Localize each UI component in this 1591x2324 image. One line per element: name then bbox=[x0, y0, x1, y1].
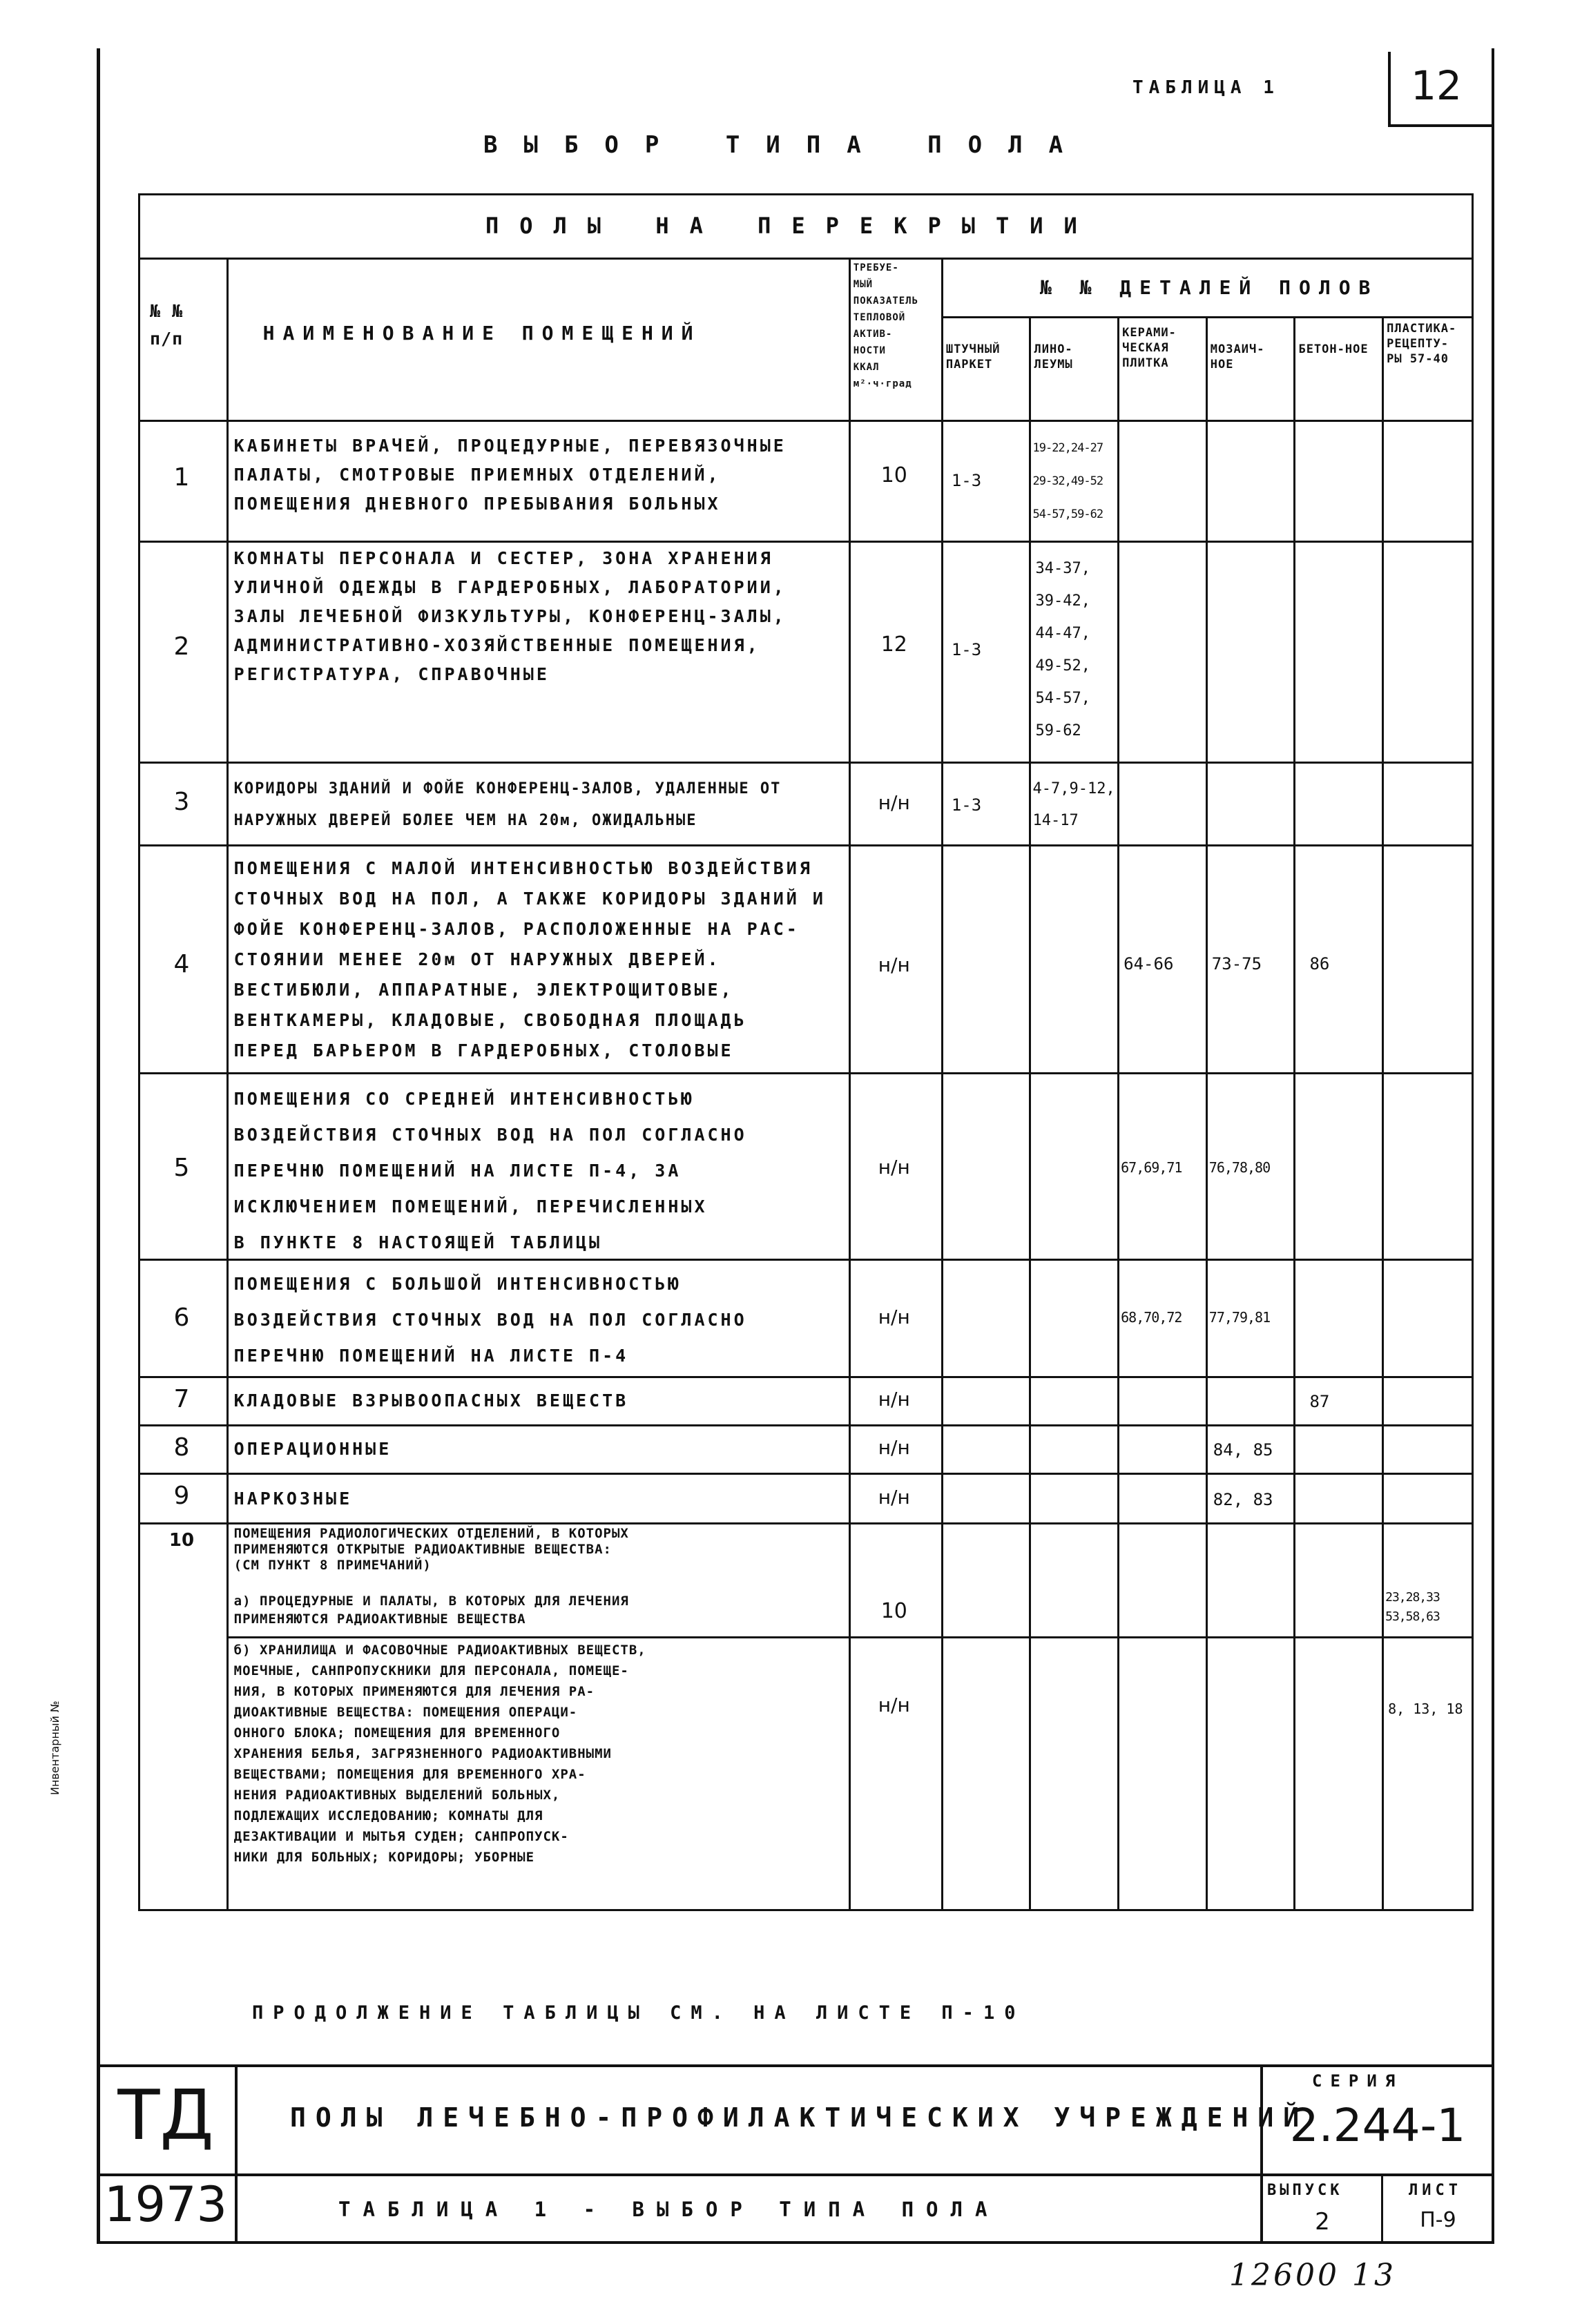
stamp-vline-3 bbox=[1381, 2173, 1383, 2243]
table-label: ТАБЛИЦА 1 bbox=[1132, 77, 1280, 98]
header-details-group: № № ДЕТАЛЕЙ ПОЛОВ bbox=[942, 259, 1472, 318]
stamp-main-title: ПОЛЫ ЛЕЧЕБНО-ПРОФИЛАКТИЧЕСКИХ УЧРЕЖДЕНИЙ bbox=[290, 2102, 1309, 2133]
header-plastic: ПЛАСТИКА-РЕЦЕПТУ-РЫ 57-40 bbox=[1383, 318, 1473, 421]
stamp-vline-2 bbox=[1260, 2064, 1263, 2244]
header-name: НАИМЕНОВАНИЕ ПОМЕЩЕНИЙ bbox=[227, 259, 849, 421]
section-title: ПОЛЫ НА ПЕРЕКРЫТИИ bbox=[485, 213, 1098, 239]
frame-left bbox=[97, 48, 100, 2244]
floor-selection-table bbox=[138, 193, 1474, 1911]
table-row: 5 ПОМЕЩЕНИЯ СО СРЕДНЕЙ ИНТЕНСИВНОСТЬЮ ВОЗДЕЙСТВИЯ СТОЧНЫХ ВОД НА ПОЛ СОГЛАСНО ПЕРЕЧНЮ ПОМЕЩЕНИЙ НА ЛИСТЕ П-4, ЗА ИСКЛЮЧЕНИЕМ ПОМЕЩЕНИЙ, ПЕРЕЧИСЛЕННЫХ В ПУНКТЕ 8 НАСТОЯЩЕЙ ТАБЛИЦЫ н/н 67,69,71 76,78,80 bbox=[139, 1074, 1473, 1260]
issue-label: ВЫПУСК bbox=[1267, 2182, 1343, 2199]
continuation-note: ПРОДОЛЖЕНИЕ ТАБЛИЦЫ СМ. НА ЛИСТЕ П-10 bbox=[252, 2002, 1025, 2024]
table-row: 10 ПОМЕЩЕНИЯ РАДИОЛОГИЧЕСКИХ ОТДЕЛЕНИЙ, В КОТОРЫХ ПРИМЕНЯЮТСЯ ОТКРЫТЫЕ РАДИОАКТИВНЫЕ ВЕЩЕСТВА: (СМ ПУНКТ 8 ПРИМЕЧАНИЙ) а) ПРОЦЕДУРНЫЕ И ПАЛАТЫ, В КОТОРЫХ ДЛЯ ЛЕЧЕНИЯ ПРИМЕНЯЮТСЯ РАДИОАКТИВНЫЕ ВЕЩЕСТВА 10 23,28,33 53,58,63 bbox=[139, 1524, 1473, 1638]
table-row: б) ХРАНИЛИЩА И ФАСОВОЧНЫЕ РАДИОАКТИВНЫХ ВЕЩЕСТВ, МОЕЧНЫЕ, САНПРОПУСКНИКИ ДЛЯ ПЕРСОНАЛА, ПОМЕЩЕ- НИЯ, В КОТОРЫХ ПРИМЕНЯЮТСЯ ДЛЯ ЛЕЧЕНИЯ РА- ДИОАКТИВНЫЕ ВЕЩЕСТВА: ПОМЕЩЕНИЯ ОПЕРАЦИ- ОННОГО БЛОКА; ПОМЕЩЕНИЯ ДЛЯ ВРЕМЕННОГО ХРАНЕНИЯ БЕЛЬЯ, ЗАГРЯЗНЕННОГО РАДИОАКТИВНЫМИ ВЕЩЕСТВАМИ; ПОМЕЩЕНИЯ ДЛЯ ВРЕМЕННОГО ХРА- НЕНИЯ РАДИОАКТИВНЫХ ВЫДЕЛЕНИЙ БОЛЬНЫХ, ПОДЛЕЖАЩИХ ИССЛЕДОВАНИЮ; КОМНАТЫ ДЛЯ ДЕЗАКТИВАЦИИ И МЫТЬЯ СУДЕН; САНПРОПУСК- НИКИ ДЛЯ БОЛЬНЫХ; КОРИДОРЫ; УБОРНЫЕ н/н 8, 13, 18 bbox=[139, 1638, 1473, 1910]
page-number: 12 bbox=[1411, 62, 1462, 109]
page-title: ВЫБОР ТИПА ПОЛА bbox=[483, 131, 1090, 159]
table-row: 1 КАБИНЕТЫ ВРАЧЕЙ, ПРОЦЕДУРНЫЕ, ПЕРЕВЯЗОЧНЫЕ ПАЛАТЫ, СМОТРОВЫЕ ПРИЕМНЫХ ОТДЕЛЕНИЙ, ПОМЕЩЕНИЯ ДНЕВНОГО ПРЕБЫВАНИЯ БОЛЬНЫХ 10 1-3 19-22,24-27 29-32,49-52 54-57,59-62 bbox=[139, 421, 1473, 542]
sheet-value: П-9 bbox=[1420, 2208, 1456, 2232]
series-label: СЕРИЯ bbox=[1312, 2071, 1404, 2091]
handwritten-number: 12600 13 bbox=[1229, 2258, 1396, 2293]
header-concrete: БЕТОН-НОЕ bbox=[1295, 318, 1383, 421]
issue-value: 2 bbox=[1315, 2208, 1330, 2236]
header-ceramic: КЕРАМИ-ЧЕСКАЯ ПЛИТКА bbox=[1119, 318, 1207, 421]
header-lino: ЛИНО-ЛЕУМЫ bbox=[1030, 318, 1119, 421]
section-title-cell bbox=[139, 195, 1473, 259]
stamp-top-line bbox=[97, 2064, 1494, 2067]
table-row: 7 КЛАДОВЫЕ ВЗРЫВООПАСНЫХ ВЕЩЕСТВ н/н 87 bbox=[139, 1377, 1473, 1426]
margin-inventory-note: Инвентарный № bbox=[48, 1701, 61, 1795]
stamp-td: ТД bbox=[117, 2075, 214, 2156]
sheet-label: ЛИСТ bbox=[1409, 2182, 1462, 2199]
table-row: 9 НАРКОЗНЫЕ н/н 82, 83 bbox=[139, 1474, 1473, 1524]
frame-right bbox=[1492, 48, 1494, 2244]
header-mosaic: МОЗАИЧ-НОЕ bbox=[1206, 318, 1295, 421]
header-no: № № п/п bbox=[139, 259, 228, 421]
frame-bottom bbox=[97, 2241, 1494, 2244]
table-row: 8 ОПЕРАЦИОННЫЕ н/н 84, 85 bbox=[139, 1426, 1473, 1474]
table-row: 6 ПОМЕЩЕНИЯ С БОЛЬШОЙ ИНТЕНСИВНОСТЬЮ ВОЗДЕЙСТВИЯ СТОЧНЫХ ВОД НА ПОЛ СОГЛАСНО ПЕРЕЧНЮ ПОМЕЩЕНИЙ НА ЛИСТЕ П-4 н/н 68,70,72 77,79,81 bbox=[139, 1260, 1473, 1377]
stamp-mid-line bbox=[97, 2173, 1494, 2176]
stamp-year: 1973 bbox=[104, 2176, 228, 2233]
table-row: 4 ПОМЕЩЕНИЯ С МАЛОЙ ИНТЕНСИВНОСТЬЮ ВОЗДЕЙСТВИЯ СТОЧНЫХ ВОД НА ПОЛ, А ТАКЖЕ КОРИДОРЫ ЗДАНИЙ И ФОЙЕ КОНФЕРЕНЦ-ЗАЛОВ, РАСПОЛОЖЕННЫЕ НА РАС- СТОЯНИИ МЕНЕЕ 20м ОТ НАРУЖНЫХ ДВЕРЕЙ. ВЕСТИБЮЛИ, АППАРАТНЫЕ, ЭЛЕКТРОЩИТОВЫЕ, ВЕНТКАМЕРЫ, КЛАДОВЫЕ, СВОБОДНАЯ ПЛОЩАДЬ ПЕРЕД БАРЬЕРОМ В ГАРДЕРОБНЫХ, СТОЛОВЫЕ н/н 64-66 73-75 86 bbox=[139, 846, 1473, 1074]
table-row: 3 КОРИДОРЫ ЗДАНИЙ И ФОЙЕ КОНФЕРЕНЦ-ЗАЛОВ, УДАЛЕННЫЕ ОТ НАРУЖНЫХ ДВЕРЕЙ БОЛЕЕ ЧЕМ НА 20м, ОЖИДАЛЬНЫЕ н/н 1-3 4-7,9-12, 14-17 bbox=[139, 763, 1473, 846]
series-value: 2.244-1 bbox=[1289, 2099, 1466, 2152]
stamp-subtitle: ТАБЛИЦА 1 - ВЫБОР ТИПА ПОЛА bbox=[338, 2198, 1000, 2221]
table-row: 2 КОМНАТЫ ПЕРСОНАЛА И СЕСТЕР, ЗОНА ХРАНЕНИЯ УЛИЧНОЙ ОДЕЖДЫ В ГАРДЕРОБНЫХ, ЛАБОРАТОРИИ, ЗАЛЫ ЛЕЧЕБНОЙ ФИЗКУЛЬТУРЫ, КОНФЕРЕНЦ-ЗАЛЫ, АДМИНИСТРАТИВНО-ХОЗЯЙСТВЕННЫЕ ПОМЕЩЕНИЯ, РЕГИСТРАТУРА, СПРАВОЧНЫЕ 12 1-3 34-37, 39-42, 44-47, 49-52, 54-57, 59-62 bbox=[139, 542, 1473, 763]
stamp-vline-1 bbox=[235, 2064, 238, 2244]
header-requirement: ТРЕБУЕ- МЫЙ ПОКАЗАТЕЛЬ ТЕПЛОВОЙ АКТИВ- НОСТИ ККАЛ м²·ч·град bbox=[849, 259, 942, 421]
header-parket: ШТУЧНЫЙ ПАРКЕТ bbox=[942, 318, 1030, 421]
